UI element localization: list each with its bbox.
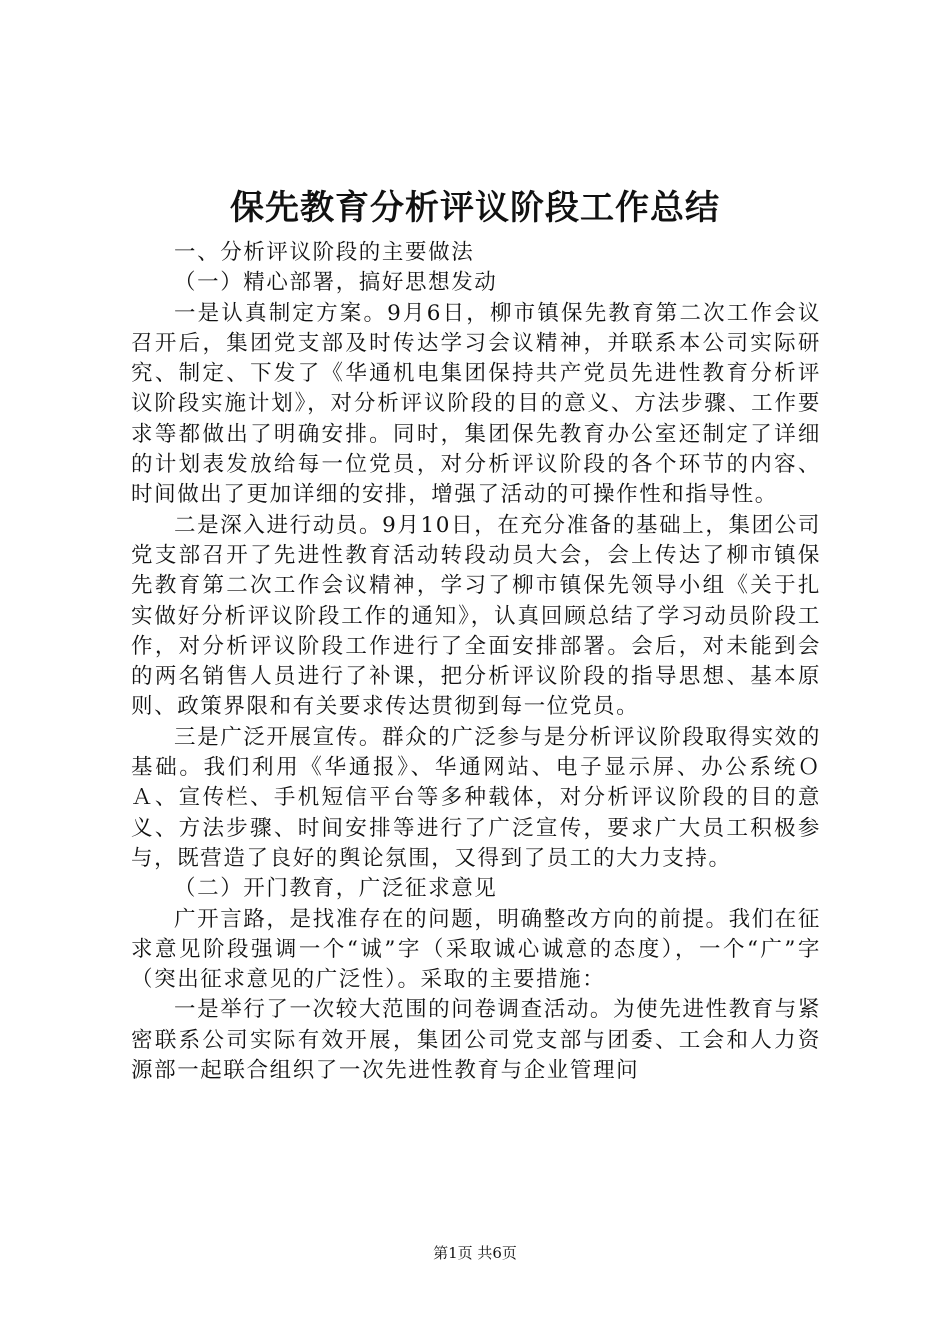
- document-body: [131, 238, 821, 1086]
- document-title: 保先教育分析评议阶段工作总结: [230, 188, 720, 228]
- body-paragraph: 一是认真制定方案。9月6日，柳市镇保先教育第二次工作会议召开后，集团党支部及时传达学习会议精神，并联系本公司实际研究、制定、下发了《华通机电集团保持共产党员先进性教育分析评议阶段实施计划》，对分析评议阶段的目的意义、方法步骤、工作要求等都做出了明确安排。同时，集团保先教育办公室还制定了详细的计划表发放给每一位党员，对分析评议阶段的各个环节的内容、时间做出了更加详细的安排，增强了活动的可操作性和指导性。: [131, 300, 821, 508]
- body-paragraph: 三是广泛开展宣传。群众的广泛参与是分析评议阶段取得实效的基础。我们利用《华通报》、华通网站、电子显示屏、办公系统ＯＡ、宣传栏、手机短信平台等多种载体，对分析评议阶段的目的意义、方法步骤、时间安排等进行了广泛宣传，要求广大员工积极参与，既营造了良好的舆论氛围，又得到了员工的大力支持。: [131, 724, 821, 871]
- section-heading: 一、分析评议阶段的主要做法: [174, 240, 475, 265]
- subsection-heading: （二）开门教育，广泛征求意见: [174, 876, 498, 902]
- body-paragraph: 一是举行了一次较大范围的问卷调查活动。为使先进性教育与紧密联系公司实际有效开展，集团公司党支部与团委、工会和人力资源部一起联合组织了一次先进性教育与企业管理问: [131, 997, 821, 1084]
- subsection-heading: （一）精心部署，搞好思想发动: [174, 270, 498, 296]
- body-paragraph: 广开言路，是找准存在的问题，明确整改方向的前提。我们在征求意见阶段强调一个“诚”字（采取诚心诚意的态度），一个“广”字（突出征求意见的广泛性）。采取的主要措施：: [131, 906, 821, 993]
- page-footer: 第1页 共6页: [433, 1244, 517, 1262]
- body-paragraph: 二是深入进行动员。9月10日，在充分准备的基础上，集团公司党支部召开了先进性教育活动转段动员大会，会上传达了柳市镇保先教育第二次工作会议精神，学习了柳市镇保先领导小组《关于扎实做好分析评议阶段工作的通知》，认真回顾总结了学习动员阶段工作，对分析评议阶段工作进行了全面安排部署。会后，对未能到会的两名销售人员进行了补课，把分析评议阶段的指导思想、基本原则、政策界限和有关要求传达贯彻到每一位党员。: [131, 512, 821, 720]
